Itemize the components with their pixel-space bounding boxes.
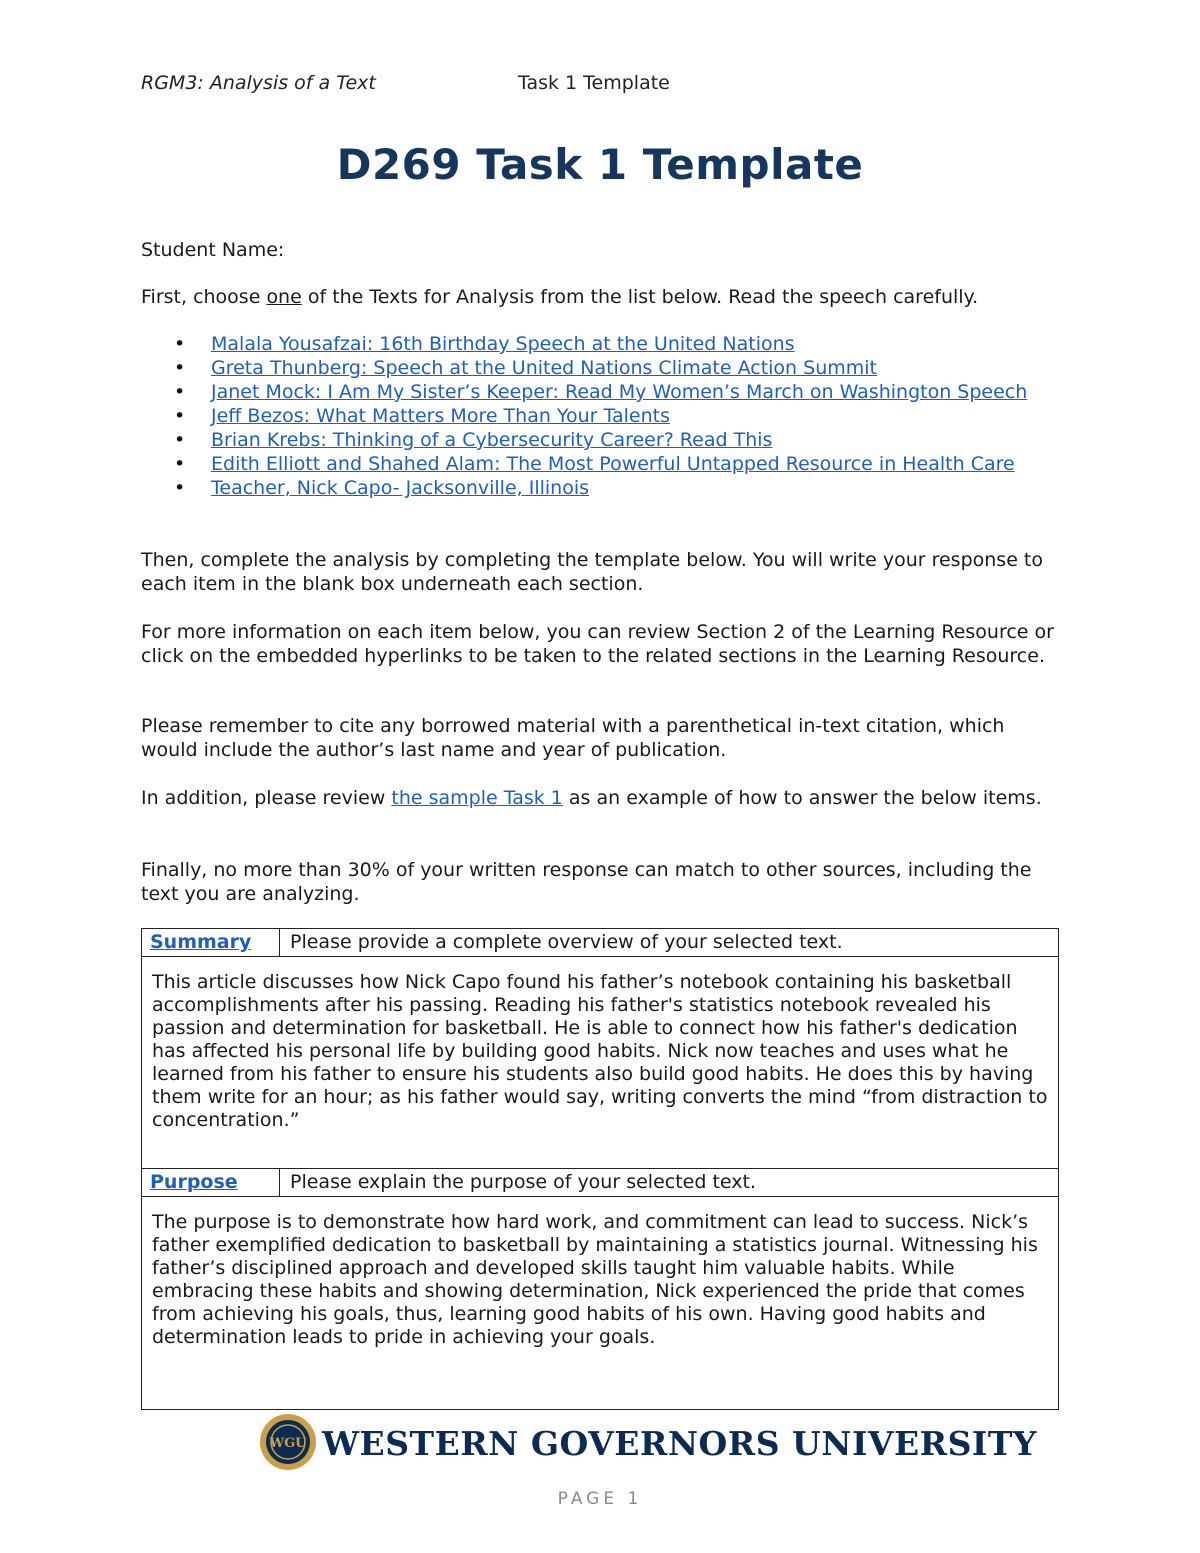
list-item [141, 452, 1061, 476]
text-link-malala[interactable]: Malala Yousafzai: 16th Birthday Speech at the United Nations [211, 333, 795, 355]
student-name-label: Student Name: [141, 239, 285, 261]
similarity-instructions: Finally, no more than 30% of your written response can match to other sources, including the text you are analyzing. [141, 859, 1032, 905]
text-link-jeff-bezos[interactable]: Jeff Bezos: What Matters More Than Your Talents [211, 405, 670, 427]
table-row [142, 1169, 1059, 1197]
list-item [141, 356, 1061, 380]
purpose-link[interactable]: Purpose [150, 1171, 238, 1193]
purpose-prompt: Please explain the purpose of your selected text. [280, 1169, 1059, 1197]
text-link-nick-capo[interactable]: Teacher, Nick Capo- Jacksonville, Illinois [211, 477, 589, 499]
texts-for-analysis-list [141, 332, 1061, 500]
wgu-logo [258, 1412, 1037, 1472]
text-link-brian-krebs[interactable]: Brian Krebs: Thinking of a Cybersecurity Career? Read This [211, 429, 773, 451]
wgu-seal-icon [258, 1412, 318, 1472]
choose-instructions [141, 285, 1061, 309]
list-item [141, 332, 1061, 356]
then-instructions: Then, complete the analysis by completing the template below. You will write your response to each item in the blank box underneath each section. [141, 549, 1043, 595]
text-link-greta[interactable]: Greta Thunberg: Speech at the United Nations Climate Action Summit [211, 357, 877, 379]
addition-prefix: In addition, please review [141, 787, 392, 809]
citation-instructions: Please remember to cite any borrowed material with a parenthetical in-text citation, which would include the author’s last name and year of publication. [141, 715, 1005, 761]
sample-task-link[interactable]: the sample Task 1 [391, 787, 563, 809]
page-title: D269 Task 1 Template [336, 140, 864, 189]
summary-link[interactable]: Summary [150, 931, 252, 953]
text-link-elliott-alam[interactable]: Edith Elliott and Shahed Alam: The Most Powerful Untapped Resource in Health Care [211, 453, 1015, 475]
table-row [142, 1197, 1059, 1410]
purpose-label-cell [142, 1169, 280, 1197]
text-link-janet-mock[interactable]: Janet Mock: I Am My Sister’s Keeper: Read My Women’s March on Washington Speech [211, 381, 1028, 403]
purpose-answer-cell[interactable] [142, 1197, 1059, 1410]
analysis-template-table [141, 928, 1059, 1410]
choose-emphasis: one [266, 286, 302, 308]
page-number: PAGE 1 [557, 1489, 643, 1509]
seal-letters: WGU [269, 1436, 307, 1451]
header-document-title: Task 1 Template [518, 72, 670, 94]
list-item [141, 404, 1061, 428]
table-row [142, 957, 1059, 1169]
header-course-title: RGM3: Analysis of a Text [141, 72, 376, 94]
addition-suffix: as an example of how to answer the below items. [562, 787, 1042, 809]
sample-instructions [141, 786, 1061, 810]
list-item [141, 476, 1061, 500]
purpose-answer-text: The purpose is to demonstrate how hard work, and commitment can lead to success. Nick’s father exemplified dedication to basketball by maintaining a statistics journal. Witnessing his father’s disciplined approach and developed skills taught him valuable habits. While embracing these habits and showing determination, Nick experienced the pride that comes from achieving his goals, thus, learning good habits of his own. Having good habits and determination leads to pride in achieving your goals. [152, 1211, 1038, 1348]
list-item [141, 380, 1061, 404]
summary-label-cell [142, 929, 280, 957]
choose-prefix: First, choose [141, 286, 267, 308]
summary-prompt: Please provide a complete overview of your selected text. [280, 929, 1059, 957]
table-row [142, 929, 1059, 957]
list-item [141, 428, 1061, 452]
summary-answer-cell[interactable] [142, 957, 1059, 1169]
choose-suffix: of the Texts for Analysis from the list below. Read the speech carefully. [301, 286, 979, 308]
wgu-wordmark: WESTERN GOVERNORS UNIVERSITY [322, 1424, 1037, 1463]
summary-answer-text: This article discusses how Nick Capo found his father’s notebook containing his basketball accomplishments after his passing. Reading his father's statistics notebook revealed his passion and determination for basketball. He is able to connect how his father's dedication has affected his personal life by building good habits. Nick now teaches and uses what he learned from his father to ensure his students also build good habits. He does this by having them write for an hour; as his father would say, writing converts the mind “from distraction to concentration.” [152, 971, 1048, 1131]
more-info-instructions: For more information on each item below, you can review Section 2 of the Learning Resource or click on the embedded hyperlinks to be taken to the related sections in the Learning Resource. [141, 621, 1054, 667]
